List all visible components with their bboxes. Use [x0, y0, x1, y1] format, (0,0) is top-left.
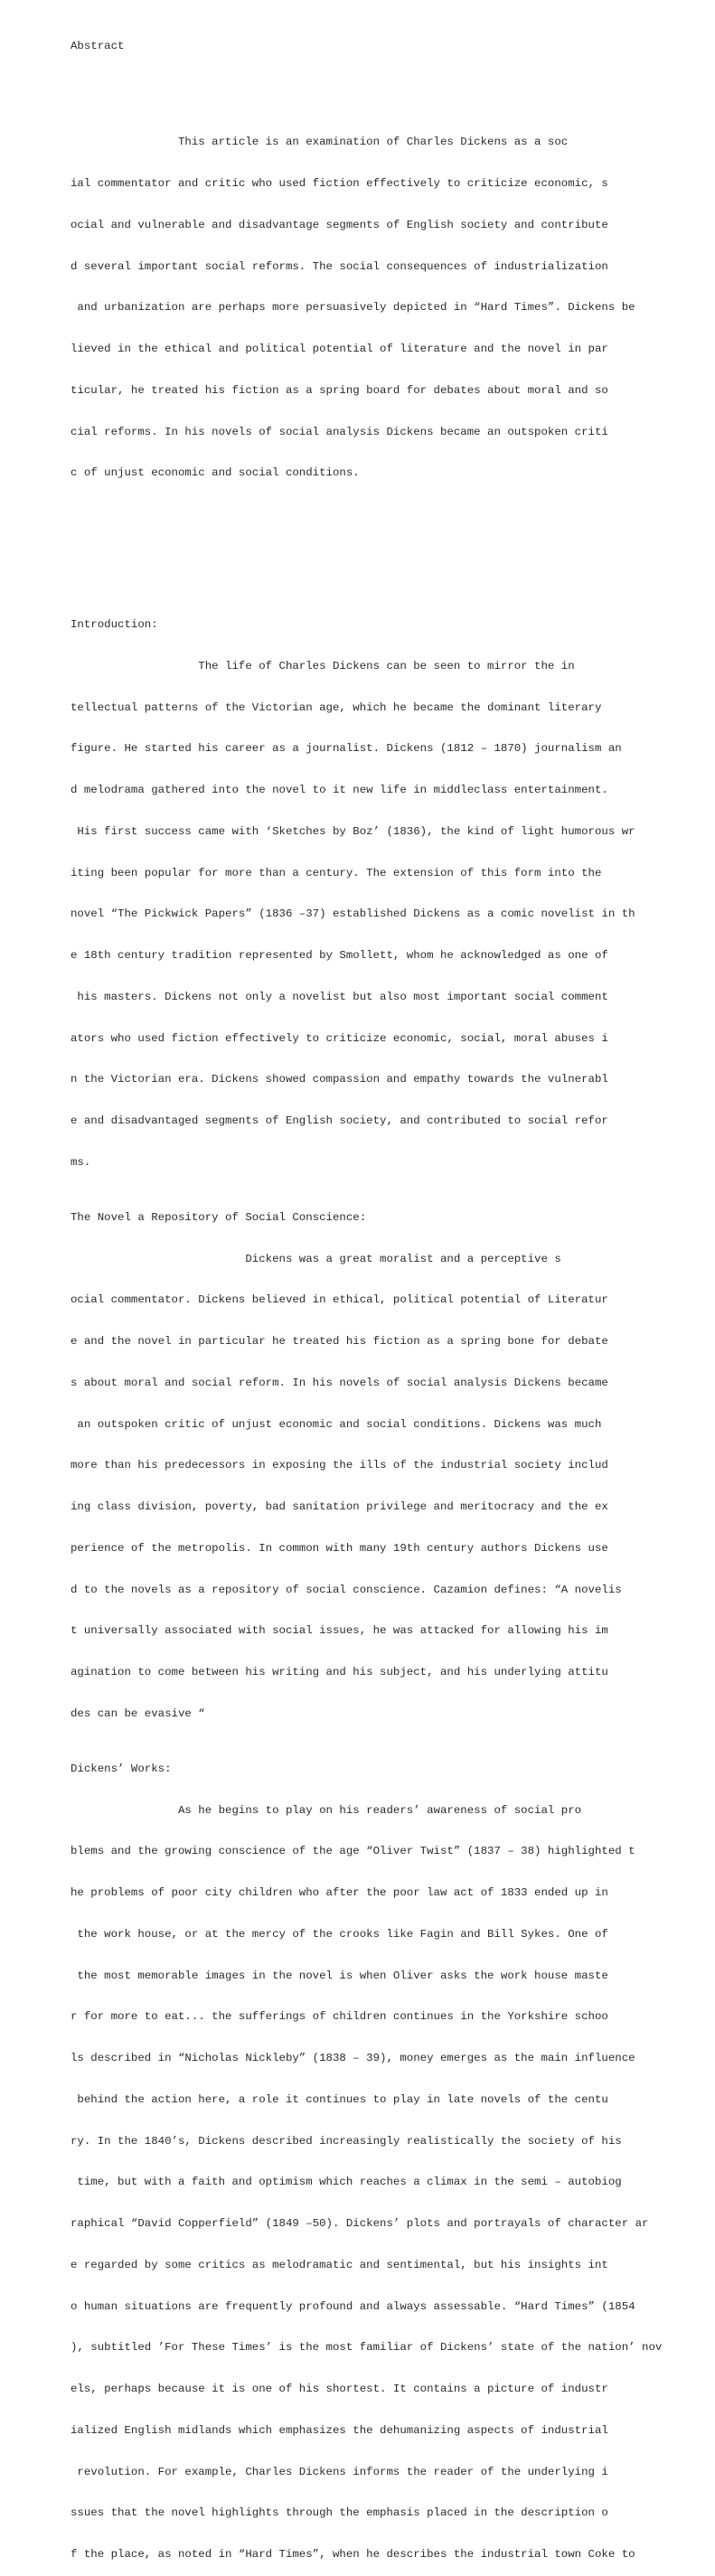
novel-heading: The Novel a Repository of Social Conscience: [71, 1210, 367, 1224]
works-heading: Dickens’ Works: [71, 1762, 172, 1775]
works-line: e regarded by some critics as melodramatic and sentimental, but his insights int [71, 2258, 608, 2271]
abstract-line: ticular, he treated his fiction as a spring board for debates about moral and so [71, 383, 608, 397]
novel-line: t universally associated with social issues, he was attacked for allowing his im [71, 1624, 608, 1638]
abstract-line: lieved in the ethical and political potential of literature and the novel in par [71, 343, 608, 355]
introduction-line: The life of Charles Dickens can be seen to mirror the in [71, 659, 575, 672]
abstract-line: cial reforms. In his novels of social analysis Dickens became an outspoken criti [71, 425, 608, 438]
introduction-line: ms. [71, 1155, 91, 1169]
works-line: ialized English midlands which emphasizes the dehumanizing aspects of industrial [71, 2423, 608, 2437]
works-line: the work house, or at the mercy of the crooks like Fagin and Bill Sykes. One of [71, 1927, 608, 1941]
spacer [71, 522, 703, 535]
document-page [71, 12, 703, 2576]
works-line: ry. In the 1840’s, Dickens described increasingly realistically the society of his [71, 2134, 622, 2148]
novel-line: more than his predecessors in exposing the ills of the industrial society includ [71, 1459, 608, 1472]
works-line: the most memorable images in the novel is when Oliver asks the work house maste [71, 1969, 608, 1982]
spacer [71, 563, 703, 577]
novel-line: d to the novels as a repository of social conscience. Cazamion defines: “A novelis [71, 1583, 622, 1596]
works-line: ), subtitled ’For These Times’ is the most familiar of Dickens’ state of the nation’ nov [71, 2341, 663, 2355]
works-line: ssues that the novel highlights through the emphasis placed in the description o [71, 2506, 608, 2520]
introduction-line: d melodrama gathered into the novel to it new life in middleclass entertainment. [71, 784, 608, 796]
works-line: o human situations are frequently profound and always assessable. “Hard Times” (1854 [71, 2299, 635, 2313]
novel-line: agination to come between his writing and his subject, and his underlying attitu [71, 1666, 608, 1678]
introduction-line: figure. He started his career as a journalist. Dickens (1812 – 1870) journalism an [71, 742, 622, 756]
introduction-line: iting been popular for more than a century. The extension of this form into the [71, 866, 602, 879]
introduction-line: ators who used fiction effectively to criticize economic, social, moral abuses i [71, 1031, 608, 1045]
introduction-line: e 18th century tradition represented by Smollett, whom he acknowledged as one of [71, 949, 608, 962]
works-line: blems and the growing conscience of the age “Oliver Twist” (1837 – 38) highlighted t [71, 1845, 635, 1858]
abstract-line: ocial and vulnerable and disadvantage segments of English society and contribute [71, 218, 608, 231]
novel-line: ing class division, poverty, bad sanitation privilege and meritocracy and the ex [71, 1500, 608, 1513]
abstract-line: ial commentator and critic who used fiction effectively to criticize economic, s [71, 177, 608, 190]
introduction-line: His first success came with ‘Sketches by Boz’ (1836), the kind of light humorous wr [71, 824, 635, 838]
works-line: time, but with a faith and optimism which reaches a climax in the semi – autobiog [71, 2176, 622, 2189]
abstract-line: c of unjust economic and social conditions. [71, 466, 360, 480]
abstract-line: and urbanization are perhaps more persuasively depicted in “Hard Times”. Dickens be [71, 301, 635, 315]
introduction-line: his masters. Dickens not only a novelist but also most important social comment [71, 990, 608, 1003]
spacer [71, 80, 703, 94]
works-line: ls described in “Nicholas Nickleby” (1838 – 39), money emerges as the main influence [71, 2052, 635, 2064]
novel-line: e and the novel in particular he treated his fiction as a spring bone for debate [71, 1335, 608, 1348]
abstract-line: d several important social reforms. The social consequences of industrialization [71, 259, 608, 273]
works-line: f the place, as noted in “Hard Times”, when he describes the industrial town Coke to [71, 2548, 635, 2561]
novel-line: des can be evasive “ [71, 1706, 205, 1720]
introduction-heading: Introduction: [71, 618, 158, 631]
introduction-line: novel “The Pickwick Papers” (1836 –37) established Dickens as a comic novelist in th [71, 907, 635, 921]
works-line: raphical “David Copperfield” (1849 –50). Dickens’ plots and portrayals of character ar [71, 2217, 649, 2230]
novel-line: perience of the metropolis. In common with many 19th century authors Dickens use [71, 1541, 608, 1555]
works-line: he problems of poor city children who after the poor law act of 1833 ended up in [71, 1886, 608, 1899]
novel-line: an outspoken critic of unjust economic and social conditions. Dickens was much [71, 1417, 602, 1431]
novel-line: Dickens was a great moralist and a perceptive s [71, 1252, 561, 1265]
introduction-line: tellectual patterns of the Victorian age, which he became the dominant literary [71, 700, 602, 714]
novel-line: ocial commentator. Dickens believed in ethical, political potential of Literatur [71, 1293, 608, 1307]
works-line: els, perhaps because it is one of his shortest. It contains a picture of industr [71, 2383, 608, 2395]
abstract-heading: Abstract [71, 39, 125, 52]
introduction-line: n the Victorian era. Dickens showed compassion and empathy towards the vulnerabl [71, 1073, 608, 1086]
novel-line: s about moral and social reform. In his novels of social analysis Dickens became [71, 1376, 608, 1389]
introduction-line: e and disadvantaged segments of English society, and contributed to social refor [71, 1114, 608, 1127]
works-line: r for more to eat... the sufferings of children continues in the Yorkshire schoo [71, 2010, 608, 2024]
works-line: revolution. For example, Charles Dickens informs the reader of the underlying i [71, 2465, 608, 2478]
works-line: As he begins to play on his readers’ awareness of social pro [71, 1803, 582, 1817]
abstract-line: This article is an examination of Charles Dickens as a soc [71, 136, 569, 149]
works-line: behind the action here, a role it continues to play in late novels of the centu [71, 2092, 608, 2106]
